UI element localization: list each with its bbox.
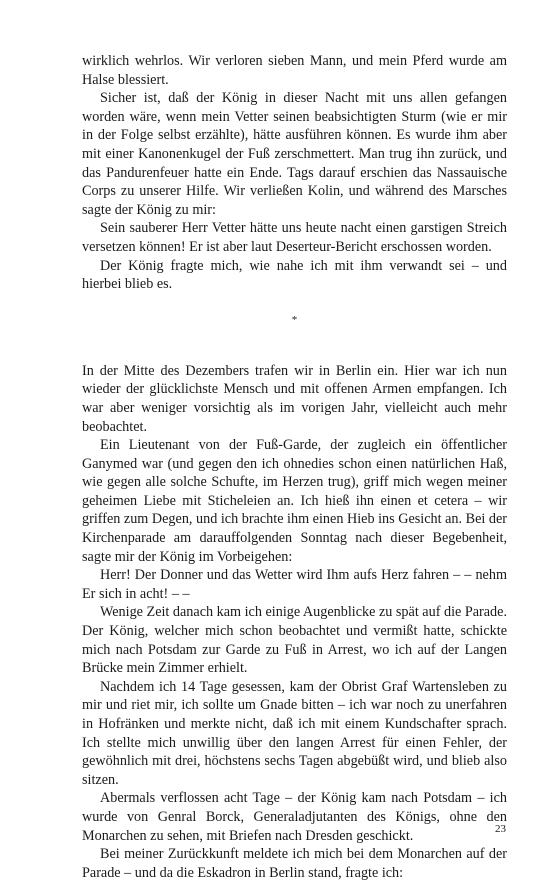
paragraph: Sein sauberer Herr Vetter hätte uns heute nacht einen garstigen Streich versetzen können! Er ist aber laut Deserteur-Bericht erschossen worden. (82, 220, 507, 255)
page-number: 23 (495, 823, 506, 835)
paragraph: Herr! Der Donner und das Wetter wird Ihm aufs Herz fahren – – nehm Er sich in acht! – – (82, 567, 507, 602)
paragraph: Abermals verflossen acht Tage – der König kam nach Potsdam – ich wurde von Genral Borck, Generaladjutanten des Königs, ohne den Monarchen zu sehen, mit Briefen nach Dresden geschickt. (82, 790, 507, 844)
section-separator: * (291, 313, 298, 326)
paragraph: Nachdem ich 14 Tage gesessen, kam der Obrist Graf Wartensleben zu mir und riet mir, ich sollte um Gnade bitten – ich war noch zu unerfahren in Hofränken und merkte nicht, daß ich mit einem Kundschafter sprach. Ich stellte mich unwillig über den langen Arrest für einen Fehler, der gewöhnlich mit drei, höchstens sechs Tagen abgebüßt wird, und blieb also sitzen. (82, 678, 507, 788)
paragraph: Ein Lieutenant von der Fuß-Garde, der zugleich ein öffentlicher Ganymed war (und gegen den ich ohnedies schon einen natürlichen Haß, wie gegen alle solche Schufte, im Herzen trug), griff mich wegen meiner geheimen Liebe mit Sticheleien an. Ich hieß ihn einen et cetera – wir griffen zum Degen, und ich brachte ihm einen Hieb ins Gesicht an. Bei der Kirchenparade am darauffolgenden Sonntag nach dieser Begebenheit, sagte mir der König im Vorbeigehen: (82, 437, 507, 565)
page-body (82, 52, 507, 882)
paragraph: wirklich wehrlos. Wir verloren sieben Mann, und mein Pferd wurde am Halse blessiert. (82, 53, 507, 88)
paragraph: Sicher ist, daß der König in dieser Nacht mit uns allen gefangen worden wäre, wenn mein Vetter seinen beabsichtigten Sturm (wie er mir in der Folge selbst erzählte), hätte ausführen können. Es wurde ihm aber mit einer Kanonenkugel der Fuß zerschmettert. Man trug ihn zurück, und das Pandurenfeuer hatte ein Ende. Tags darauf erschien das Nassauische Corps zu unserer Hilfe. Wir verließen Kolin, und während des Marsches sagte der König zu mir: (82, 90, 507, 218)
paragraph: Wenige Zeit danach kam ich einige Augenblicke zu spät auf die Parade. Der König, welcher mich schon beobachtet und vermißt hatte, schickte mich nach Potsdam zur Garde zu Fuß in Arrest, wo ich auf der Langen Brücke mein Zimmer erhielt. (82, 604, 507, 677)
paragraph: Der König fragte mich, wie nahe ich mit ihm verwandt sei – und hierbei blieb es. (82, 257, 507, 293)
paragraph: In der Mitte des Dezembers trafen wir in Berlin ein. Hier war ich nun wieder der glücklichste Mensch und mit offenen Armen empfangen. Ich war aber weniger vorsichtig als im vorigen Jahr, vielleicht auch mehr beobachtet. (82, 362, 507, 435)
paragraph: Bei meiner Zurückkunft meldete ich mich bei dem Monarchen auf der Parade – und da die Eskadron in Berlin stand, fragte ich: (82, 846, 507, 881)
